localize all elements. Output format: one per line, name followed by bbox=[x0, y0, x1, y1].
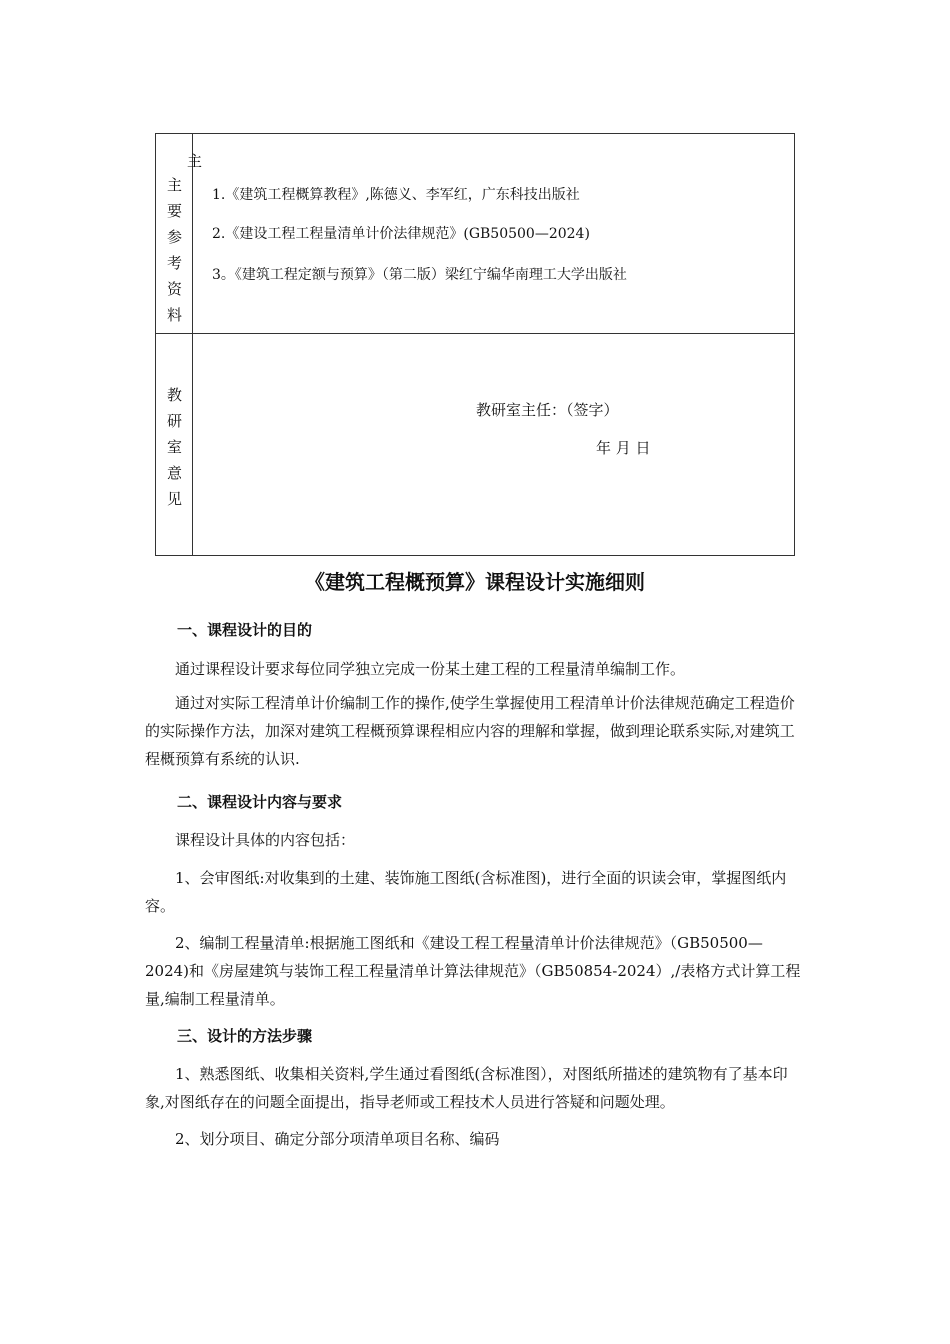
reference-item-3: 3。《建筑工程定额与预算》（第二版）梁红宁编华南理工大学出版社 bbox=[212, 267, 627, 283]
reference-item-2: 2.《建设工程工程量清单计价法律规范》(GB50500—2024) bbox=[212, 226, 590, 242]
document-title: 《建筑工程概预算》课程设计实施细则 bbox=[305, 570, 645, 594]
references-label: 主 要 参 考 资 料 bbox=[166, 176, 182, 324]
opinion-row bbox=[156, 334, 794, 555]
date-line: 年 月 日 bbox=[596, 439, 651, 457]
section-2-heading: 二、课程设计内容与要求 bbox=[177, 793, 343, 811]
section-3-paragraph-1: 1、熟悉图纸、收集相关资料,学生通过看图纸(含标准图），对图纸所描述的建筑物有了基本印象,对图纸存在的问题全面提出，指导老师或工程技术人员进行答疑和问题处理。 bbox=[145, 1065, 788, 1111]
section-2-paragraph-1: 课程设计具体的内容包括： bbox=[175, 831, 356, 849]
section-2-paragraph-3: 2、编制工程量清单:根据施工图纸和《建设工程工程量清单计价法律规范》（GB50500—2024)和《房屋建筑与装饰工程工程量清单计算法律规范》（GB50854-2024）,/表格方式计算工程量,编制工程量清单。 bbox=[145, 934, 801, 1008]
section-3-paragraph-2: 2、划分项目、确定分部分项清单项目名称、编码 bbox=[175, 1130, 500, 1148]
reference-item-1: 1.《建筑工程概算教程》,陈德义、李军红，广东科技出版社 bbox=[212, 187, 580, 203]
opinion-label: 教 研 室 意 见 bbox=[166, 386, 182, 508]
section-1-paragraph-2: 通过对实际工程清单计价编制工作的操作,使学生掌握使用工程清单计价法律规范确定工程造价的实际操作方法，加深对建筑工程概预算课程相应内容的理解和掌握，做到理论联系实际,对建筑工程概预算有系统的认识. bbox=[145, 694, 795, 768]
section-3-heading: 三、设计的方法步骤 bbox=[177, 1027, 313, 1045]
section-1-paragraph-1: 通过课程设计要求每位同学独立完成一份某土建工程的工程量清单编制工作。 bbox=[175, 660, 686, 678]
approval-form-table bbox=[155, 133, 795, 556]
director-signature-label: 教研室主任：（签字） bbox=[476, 401, 619, 419]
section-2-paragraph-2: 1、会审图纸:对收集到的土建、装饰施工图纸(含标准图)，进行全面的识读会审，掌握图纸内容。 bbox=[145, 869, 787, 915]
stray-character: 主 bbox=[187, 152, 203, 170]
opinion-label-cell bbox=[156, 334, 193, 555]
section-1-heading: 一、课程设计的目的 bbox=[177, 621, 313, 639]
references-row bbox=[156, 134, 794, 334]
